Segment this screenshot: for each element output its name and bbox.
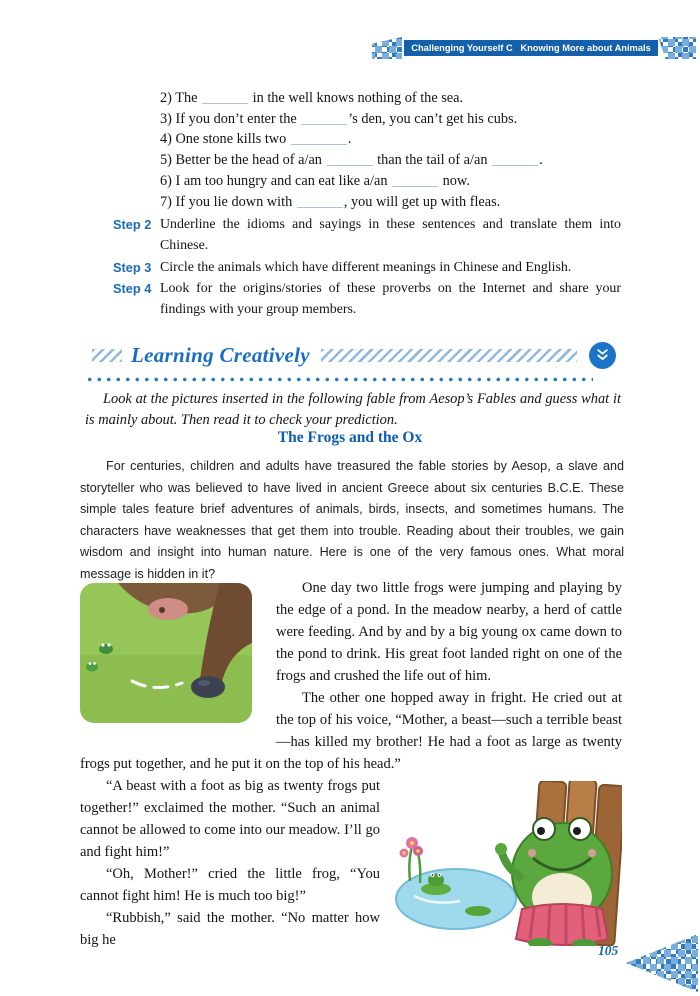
fill-in-blank <box>291 132 347 145</box>
passage-paragraph-lead: For centuries, children and adults have treasured the fable stories by Aesop, a slave and storyteller who was believed to have lived in ancient Greece about six centuries B.C.E. These simple tales feature brief adventures of animals, birds, insects, and sometimes humans. The characters have weaknesses that get them into trouble. Reading about their troubles, we gain wisdom and insight into human nature. Here is one of the very famous ones. What moral message is hidden in it? <box>80 459 624 581</box>
step-label: Step 4 <box>113 280 152 296</box>
page-number: 105 <box>598 943 619 958</box>
section-badge <box>589 342 616 369</box>
steps-list <box>113 214 621 320</box>
exercise-item-text: ’s den, you can’t get his cubs. <box>348 110 518 127</box>
step-text: Circle the animals which have different meanings in Chinese and English. <box>160 259 572 275</box>
exercise-item-text: If you lie down with <box>175 193 296 210</box>
exercise-item <box>160 129 625 150</box>
passage-paragraph: “Rubbish,” said the mother. “No matter how big he <box>80 910 380 948</box>
dotted-divider <box>85 377 593 382</box>
pixel-mosaic-decoration-right <box>658 37 696 59</box>
step-text: Underline the idioms and sayings in these sentences and translate them into Chinese. <box>160 217 621 254</box>
exercise-item-text: If you don’t enter the <box>175 110 301 127</box>
exercise-item-text: now. <box>439 172 470 189</box>
exercise-item-text: , you will get up with fleas. <box>343 193 501 210</box>
ox-hoof <box>191 676 225 698</box>
mother-frog-pond-illustration <box>394 781 622 946</box>
fill-in-blank <box>301 112 347 125</box>
exercise-item <box>160 109 625 130</box>
exercise-item <box>160 88 625 109</box>
fill-in-blank <box>327 153 373 166</box>
exercise-item-number: 7) <box>160 193 176 210</box>
passage-paragraph: The other one hopped away in fright. He cried out at the top of his voice, “Mother, a beast—such a terrible beast—has killed my brother! He had a foot as large as twenty frogs put together, and he put it on the top of his head.” <box>80 690 622 772</box>
exercise-item-text: . <box>347 131 352 148</box>
pixel-mosaic-decoration-left <box>372 37 402 59</box>
exercise-item <box>160 150 625 171</box>
passage-paragraph: “Oh, Mother!” cried the little frog, “You cannot fight him! He is much too big!” <box>80 866 380 904</box>
exercise-item-number: 2) <box>160 90 176 106</box>
exercise-item-text: One stone kills two <box>175 131 290 148</box>
exercise-item-number: 5) <box>160 152 176 169</box>
fill-in-blank <box>392 174 438 187</box>
story-body <box>80 577 622 951</box>
flowers <box>400 837 424 883</box>
passage-paragraph: One day two little frogs were jumping and playing by the edge of a pond. In the meadow nearby, a herd of cattle were feeding. And by and by a big young ox came down to the pond to drink. His great foot landed right on one of the frogs and crushed the life out of him. <box>276 580 622 684</box>
mother-frog-pond-illustration-svg <box>394 781 622 946</box>
section-header <box>92 340 616 370</box>
exercise-item-text: . <box>539 152 543 169</box>
exercise-item-number: 6) <box>160 172 176 189</box>
exercise-item-text: I am too hungry and can eat like a/an <box>175 172 392 189</box>
exercise-item-text: in the well knows nothing of the sea. <box>249 90 464 106</box>
fill-in-blank <box>297 195 343 208</box>
exercise-item-text: than the tail of a/an <box>373 152 492 169</box>
header-band-title: Challenging Yourself C Knowing More about Animals <box>411 43 651 53</box>
hatch-stripe-right <box>321 349 577 362</box>
step-label: Step 2 <box>113 217 152 232</box>
step-text: Look for the origins/stories of these proverbs on the Internet and share your findings with your group members. <box>160 280 621 318</box>
exercise-item <box>160 171 625 192</box>
ox-snout <box>148 598 188 620</box>
meadow-ox-foot-illustration-svg <box>80 583 252 723</box>
step-row <box>113 278 621 321</box>
header-band <box>404 40 658 56</box>
exercise-item-text: Better be the head of a/an <box>175 152 326 169</box>
mother-frog <box>495 818 612 946</box>
meadow-ox-foot-illustration <box>80 583 252 723</box>
passage-title: The Frogs and the Ox <box>277 429 423 446</box>
intro-instruction: Look at the pictures inserted in the following fable from Aesop’s Fables and guess what it is mainly about. Then read it to check your prediction. <box>85 391 621 428</box>
fill-in-blank <box>202 91 248 104</box>
exercise-item-number: 4) <box>160 131 176 148</box>
exercise-list <box>160 88 625 212</box>
passage-paragraph: “A beast with a foot as big as twenty frogs put together!” exclaimed the mother. “Such an animal cannot be allowed to come into our meadow. I’ll go and fight him!” <box>80 778 380 860</box>
pixel-mosaic-decoration-corner <box>626 934 698 992</box>
exercise-item <box>160 192 625 213</box>
hatch-stripe-left <box>92 349 122 362</box>
exercise-item-text: The <box>175 90 202 106</box>
step-row <box>113 214 621 257</box>
fill-in-blank <box>492 153 538 166</box>
section-title: Learning Creatively <box>131 342 310 367</box>
step-label: Step 3 <box>113 259 152 275</box>
pond <box>396 869 516 929</box>
double-chevron-down-icon <box>594 347 611 364</box>
exercise-item-number: 3) <box>160 110 176 127</box>
step-row <box>113 257 621 278</box>
